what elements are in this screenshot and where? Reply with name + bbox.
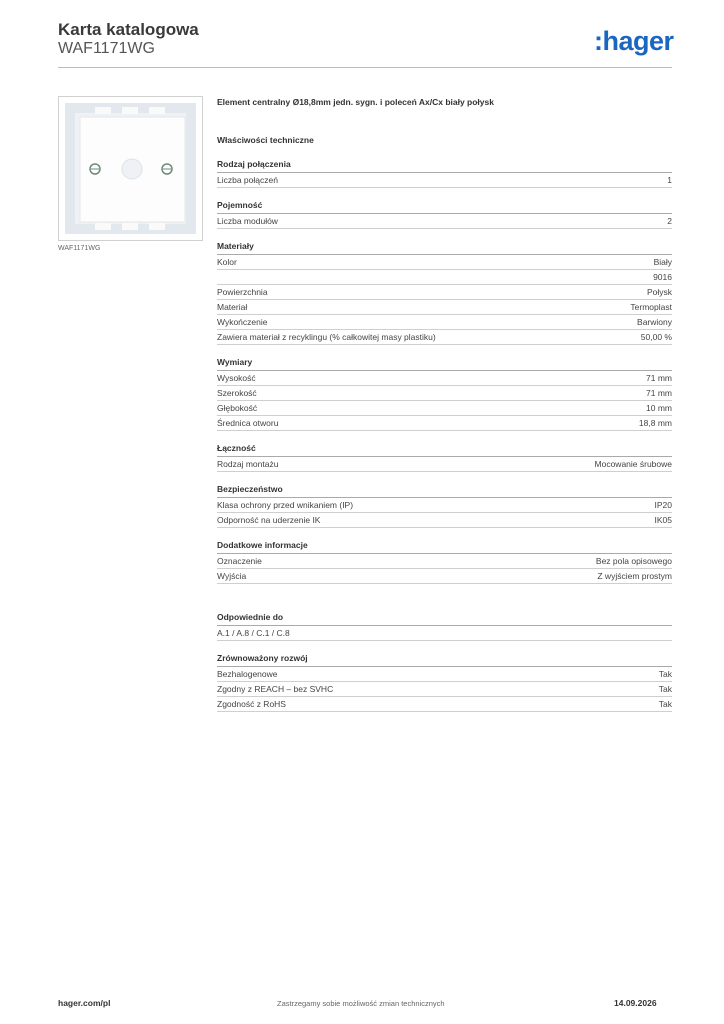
spec-row — [217, 173, 672, 188]
spec-value: IK05 — [654, 515, 672, 525]
spec-row — [217, 270, 672, 285]
spec-row — [217, 682, 672, 697]
footer-notice: Zastrzegamy sobie możliwość zmian technicznych — [277, 999, 445, 1008]
spec-row — [217, 285, 672, 300]
spec-row — [217, 255, 672, 270]
spec-value: 18,8 mm — [638, 418, 672, 428]
spec-row — [217, 457, 672, 472]
hager-logo: :hager — [594, 26, 674, 56]
spec-value: 2 — [667, 216, 672, 226]
spec-value: Tak — [658, 684, 672, 694]
spec-label: Wysokość — [217, 373, 256, 383]
spec-row — [217, 371, 672, 386]
section-title: Pojemność — [217, 200, 672, 214]
spec-row — [217, 626, 672, 641]
spec-value: 71 mm — [646, 373, 672, 383]
spec-section — [217, 540, 672, 584]
spec-label: Zgodność z RoHS — [217, 699, 286, 709]
spec-label: Powierzchnia — [217, 287, 268, 297]
spec-value: Termoplast — [630, 302, 672, 312]
spec-row — [217, 330, 672, 345]
spec-value: 1 — [667, 175, 672, 185]
spec-section — [217, 200, 672, 229]
spec-row — [217, 513, 672, 528]
product-description: Element centralny Ø18,8mm jedn. sygn. i poleceń Ax/Cx biały połysk — [217, 97, 494, 107]
spec-value: Z wyjściem prostym — [597, 571, 672, 581]
spec-row — [217, 667, 672, 682]
spec-row — [217, 498, 672, 513]
spec-row — [217, 300, 672, 315]
section-title: Bezpieczeństwo — [217, 484, 672, 498]
header-divider — [58, 67, 672, 68]
spec-row — [217, 401, 672, 416]
spec-label: Odporność na uderzenie IK — [217, 515, 321, 525]
spec-label: Oznaczenie — [217, 556, 262, 566]
spec-row — [217, 214, 672, 229]
spec-label: Liczba modułów — [217, 216, 278, 226]
spec-label: Wyjścia — [217, 571, 247, 581]
spec-value: 9016 — [653, 272, 672, 282]
spec-label: Bezhalogenowe — [217, 669, 278, 679]
spec-section — [217, 612, 672, 641]
spec-row — [217, 569, 672, 584]
spec-value: Mocowanie śrubowe — [594, 459, 672, 469]
spec-row — [217, 416, 672, 431]
socket-plate-illustration — [59, 97, 202, 240]
spec-value: 10 mm — [646, 403, 672, 413]
spec-label: Kolor — [217, 257, 237, 267]
spec-label: Głębokość — [217, 403, 258, 413]
spec-row — [217, 315, 672, 330]
spec-label: Klasa ochrony przed wnikaniem (IP) — [217, 500, 354, 510]
spec-section — [217, 443, 672, 472]
section-title: Materiały — [217, 241, 672, 255]
spec-label: Średnica otworu — [217, 418, 279, 428]
spec-label: Liczba połączeń — [217, 175, 278, 185]
spec-value: Połysk — [646, 287, 672, 297]
image-caption: WAF1171WG — [58, 245, 101, 252]
spec-row — [217, 554, 672, 569]
spec-label: Wykończenie — [217, 317, 268, 327]
spec-value: 71 mm — [646, 388, 672, 398]
spec-content — [217, 96, 672, 724]
section-title: Łączność — [217, 443, 672, 457]
document-title: Karta katalogowa — [58, 20, 199, 39]
spec-label: Zawiera materiał z recyklingu (% całkowitej masy plastiku) — [217, 332, 436, 342]
section-spacer — [217, 596, 672, 612]
spec-section — [217, 484, 672, 528]
spec-value: IP20 — [654, 500, 672, 510]
spec-value: 50,00 % — [640, 332, 672, 342]
spec-label: Materiał — [217, 302, 248, 312]
section-title: Rodzaj połączenia — [217, 159, 672, 173]
spec-value: Barwiony — [637, 317, 672, 327]
spec-label: Szerokość — [217, 388, 257, 398]
product-code: WAF1171WG — [58, 40, 155, 57]
spec-value: Bez pola opisowego — [595, 556, 672, 566]
spec-section — [217, 357, 672, 431]
spec-label: Rodzaj montażu — [217, 459, 279, 469]
footer-website: hager.com/pl — [58, 998, 111, 1008]
spec-sections — [217, 159, 672, 712]
spec-value: Biały — [653, 257, 672, 267]
spec-section — [217, 241, 672, 345]
section-title: Zrównoważony rozwój — [217, 653, 672, 667]
spec-section — [217, 653, 672, 712]
spec-label: A.1 / A.8 / C.1 / C.8 — [217, 628, 290, 638]
spec-row — [217, 386, 672, 401]
technical-properties-title: Właściwości techniczne — [217, 135, 314, 145]
section-title: Odpowiednie do — [217, 612, 672, 626]
spec-value: Tak — [658, 699, 672, 709]
section-title: Wymiary — [217, 357, 672, 371]
product-image — [58, 96, 203, 241]
spec-label: Zgodny z REACH – bez SVHC — [217, 684, 334, 694]
footer-date: 14.09.2026 — [614, 998, 657, 1008]
spec-value: Tak — [658, 669, 672, 679]
section-title: Dodatkowe informacje — [217, 540, 672, 554]
spec-section — [217, 159, 672, 188]
spec-row — [217, 697, 672, 712]
